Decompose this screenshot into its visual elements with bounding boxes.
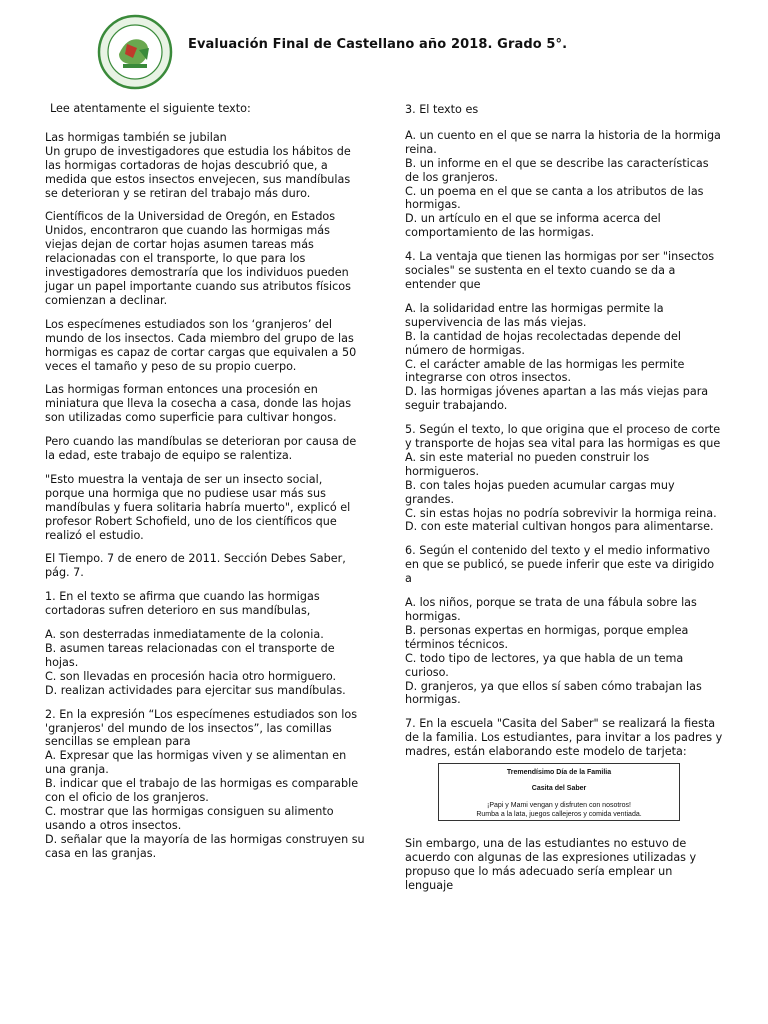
reading-paragraph: "Esto muestra la ventaja de ser un insecto social, porque una hormiga que no pudiese usar más sus mandíbulas y fuera solitaria habría muerto", explicó el profesor Robert Schofield, uno de los científicos que realizó el estudio. — [45, 472, 351, 542]
option-5c: C. sin estas hojas no podría sobrevivir la hormiga reina. — [405, 506, 717, 520]
question-stem-2: 2. En la expresión “Los especímenes estudiados son los 'granjeros' del mundo de los insectos”, las comillas sencillas se emplean para — [45, 707, 358, 749]
option-3a: A. un cuento en el que se narra la historia de la hormiga reina. — [405, 128, 721, 156]
card-message: ¡Papi y Mami vengan y disfruten con nosotros! — [487, 802, 631, 810]
option-3d: D. un artículo en el que se informa acerca del comportamiento de las hormigas. — [405, 212, 661, 240]
right-column — [405, 100, 723, 903]
option-1c: C. son llevadas en procesión hacia otro hormiguero. — [45, 669, 337, 683]
card-heading: Tremendísimo Día de la Familia — [506, 769, 612, 777]
option-2a: A. Expresar que las hormigas viven y se alimentan en una granja. — [45, 749, 347, 777]
reading-instruction: Lee atentamente el siguiente texto: — [50, 102, 251, 115]
question-stem-6: 6. Según el contenido del texto y el medio informativo en que se publicó, se puede inferir que este va dirigido a — [405, 544, 715, 586]
option-5d: D. con este material cultivan hongos para alimentarse. — [405, 520, 714, 534]
option-3c: C. un poema en el que se canta a los atributos de las hormigas. — [405, 184, 704, 212]
question-stem-1: 1. En el texto se afirma que cuando las hormigas cortadoras sufren deterioro en sus mandíbulas, — [45, 590, 320, 618]
reading-paragraph: Pero cuando las mandíbulas se deterioran por causa de la edad, este trabajo de equipo se ralentiza. — [45, 435, 357, 463]
option-4b: B. la cantidad de hojas recolectadas depende del número de hormigas. — [405, 329, 681, 357]
option-4a: A. la solidaridad entre las hormigas permite la supervivencia de las más viejas. — [405, 301, 664, 329]
question-stem-4: 4. La ventaja que tienen las hormigas por ser "insectos sociales" se sustenta en el texto cuando se da a entender que — [405, 250, 715, 291]
reading-paragraph: Las hormigas también se jubilan Un grupo de investigadores que estudia los hábitos de las hormigas cortadoras de hojas descubrió que, a medida que estos insectos envejecen, sus mandíbulas se deterioran y se retiran del trabajo más duro. — [45, 130, 351, 200]
card-school-name: Casita del Saber — [531, 785, 587, 793]
source-citation: El Tiempo. 7 de enero de 2011. Sección Debes Saber, pág. 7. — [45, 552, 346, 580]
option-1a: A. son desterradas inmediatamente de la colonia. — [45, 628, 324, 642]
option-4c: C. el carácter amable de las hormigas les permite integrarse con otros insectos. — [405, 357, 685, 385]
left-column — [45, 100, 365, 861]
card-activities: Rumba a la lata, juegos callejeros y comida ventiada. — [476, 811, 642, 819]
option-5b: B. con tales hojas pueden acumular cargas muy grandes. — [405, 478, 675, 506]
option-6a: A. los niños, porque se trata de una fábula sobre las hormigas. — [405, 596, 697, 623]
option-3b: B. un informe en el que se describe las características de los granjeros. — [405, 156, 709, 184]
page-title: Evaluación Final de Castellano año 2018. Grado 5°. — [188, 37, 568, 52]
option-1b: B. asumen tareas relacionadas con el transporte de hojas. — [45, 642, 335, 669]
option-2d: D. señalar que la mayoría de las hormigas construyen su casa en las granjas. — [45, 832, 365, 860]
invitation-card — [438, 763, 680, 821]
closing-paragraph: Sin embargo, una de las estudiantes no estuvo de acuerdo con algunas de las expresiones utilizadas y propuso que lo más adecuado sería emplear un lenguaje — [405, 837, 697, 892]
reading-paragraph: Las hormigas forman entonces una procesión en miniatura que lleva la cosecha a casa, donde las hojas son utilizadas como superficie para cultivar hongos. — [45, 383, 352, 425]
option-2b: B. indicar que el trabajo de las hormigas es comparable con el oficio de los granjeros. — [45, 777, 359, 805]
option-5a: A. sin este material no pueden construir los hormigueros. — [405, 450, 650, 478]
reading-paragraph: Científicos de la Universidad de Oregón, en Estados Unidos, encontraron que cuando las hormigas más viejas dejan de cortar hojas asumen tareas más relacionadas con el transporte, lo que para los investigadores demostraría que los individuos pueden jugar un papel importante cuando sus atributos físicos comienzan a declinar. — [45, 210, 351, 307]
question-stem-3: 3. El texto es — [405, 103, 479, 116]
option-6c: C. todo tipo de lectores, ya que habla de un tema curioso. — [405, 651, 684, 679]
option-2c: C. mostrar que las hormigas consiguen su alimento usando a otros insectos. — [45, 804, 334, 832]
question-stem-7: 7. En la escuela "Casita del Saber" se realizará la fiesta de la familia. Los estudiantes, para invitar a los padres y madres, están elaborando este modelo de tarjeta: — [405, 717, 723, 759]
school-logo — [97, 14, 173, 90]
option-6b: B. personas expertas en hormigas, porque emplea términos técnicos. — [405, 623, 689, 651]
option-4d: D. las hormigas jóvenes apartan a las más viejas para seguir trabajando. — [405, 385, 709, 413]
question-stem-5: 5. Según el texto, lo que origina que el proceso de corte y transporte de hojas sea vital para las hormigas es que — [405, 423, 721, 451]
reading-paragraph: Los especímenes estudiados son los ‘granjeros’ del mundo de los insectos. Cada miembro del grupo de las hormigas es capaz de cortar cargas que equivalen a 50 veces el tamaño y peso de su propio cuerpo. — [45, 317, 357, 373]
option-6d: D. granjeros, ya que ellos sí saben cómo trabajan las hormigas. — [405, 679, 702, 707]
option-1d: D. realizan actividades para ejercitar sus mandíbulas. — [45, 683, 346, 697]
school-crest-icon — [97, 14, 173, 90]
